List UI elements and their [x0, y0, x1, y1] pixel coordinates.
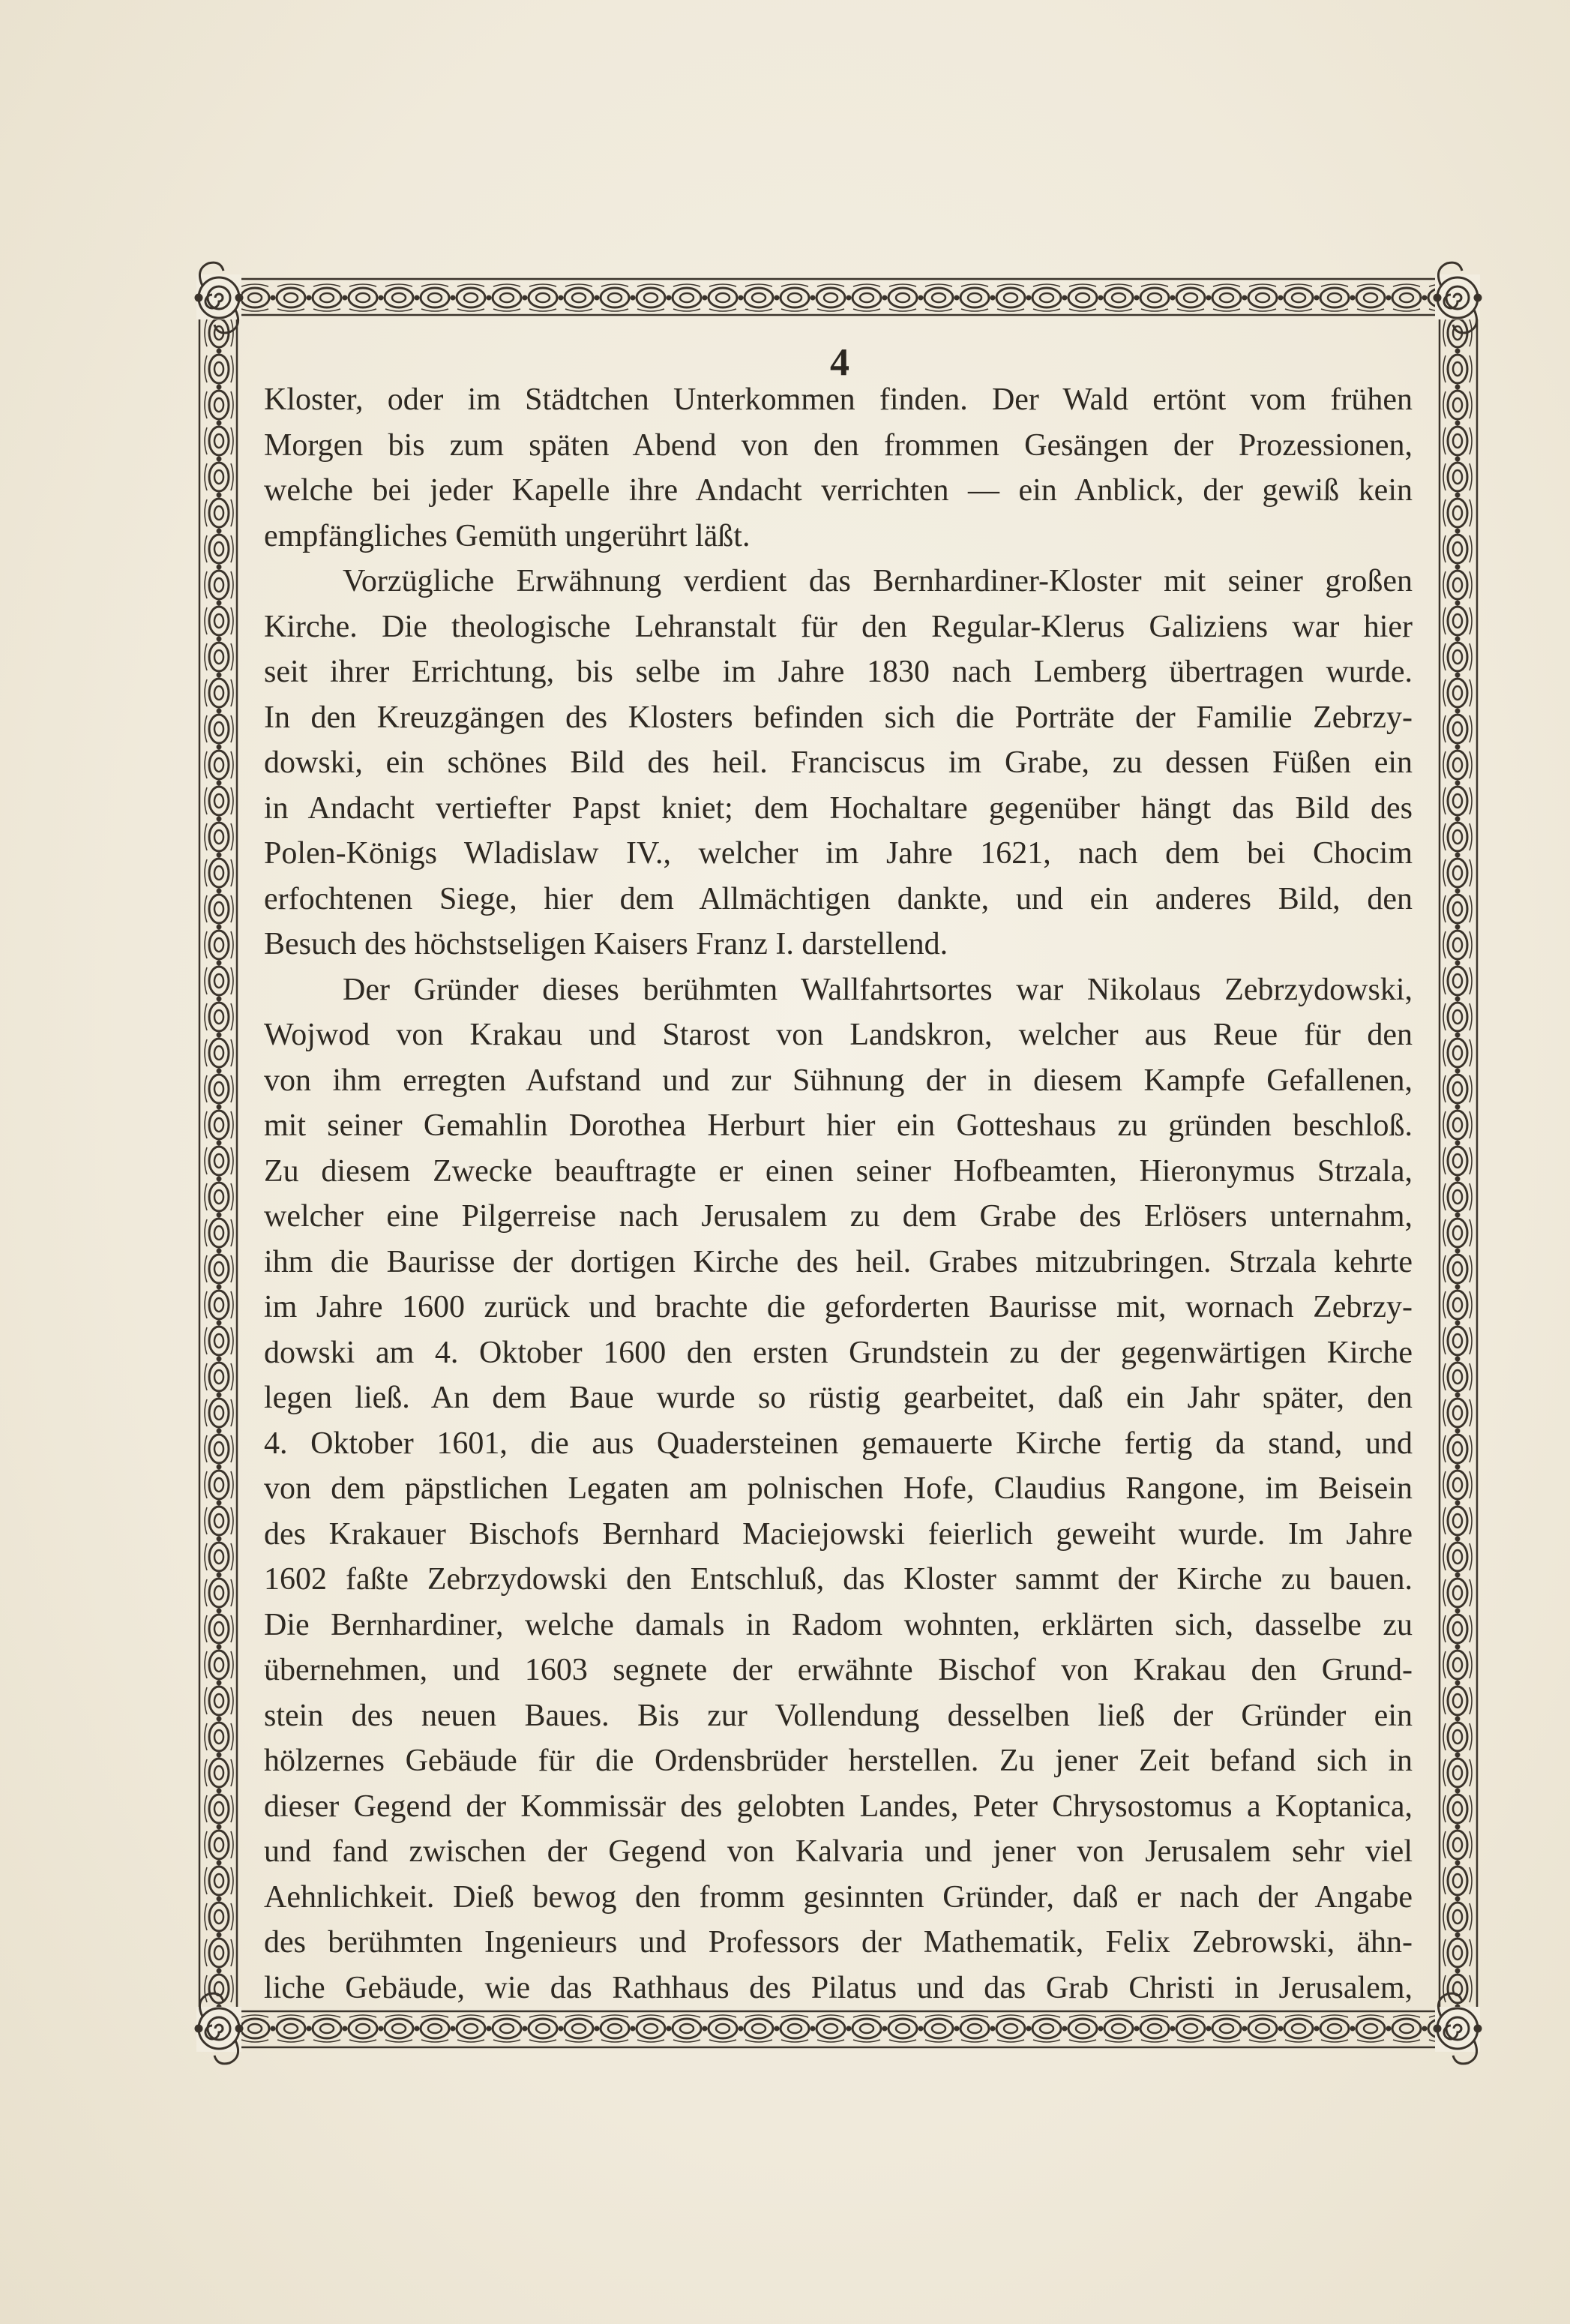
text-line: 1602 faßte Zebrzydowski den Entschluß, das Kloster sammt der Kirche zu bauen.	[264, 1562, 1413, 1597]
text-line: liche Gebäude, wie das Rathhaus des Pilatus und das Grab Christi in Jerusalem,	[264, 1970, 1413, 2005]
left-border-band	[202, 315, 235, 2011]
text-line: Kloster, oder im Städtchen Unterkommen finden. Der Wald ertönt vom frühen	[264, 382, 1413, 417]
text-line: erfochtenen Siege, hier dem Allmächtigen dankte, und ein anderes Bild, den	[264, 881, 1413, 916]
body-text	[264, 377, 1413, 2011]
paragraph	[264, 967, 1413, 2011]
text-line: Aehnlichkeit. Dieß bewog den fromm gesinnten Gründer, daß er nach der Angabe	[264, 1879, 1413, 1915]
text-line: welcher eine Pilgerreise nach Jerusalem zu dem Grabe des Erlösers unternahm,	[264, 1199, 1413, 1234]
text-line: Der Gründer dieses berühmten Wallfahrtsortes war Nikolaus Zebrzydowski,	[343, 972, 1413, 1007]
text-line: dieser Gegend der Kommissär des gelobten Landes, Peter Chrysostomus a Koptanica,	[264, 1789, 1413, 1824]
text-line: Besuch des höchstseligen Kaisers Franz I. darstellend.	[264, 927, 948, 961]
top-border-band	[237, 282, 1440, 313]
text-line: stein des neuen Baues. Bis zur Vollendung desselben ließ der Gründer ein	[264, 1698, 1413, 1733]
text-line: Die Bernhardiner, welche damals in Radom wohnten, erklärten sich, dasselbe zu	[264, 1607, 1413, 1642]
text-line: dowski, ein schönes Bild des heil. Franciscus im Grabe, zu dessen Füßen ein	[264, 745, 1413, 780]
text-line: von ihm erregten Aufstand und zur Sühnung der in diesem Kampfe Gefallenen,	[264, 1063, 1413, 1098]
text-line: welche bei jeder Kapelle ihre Andacht verrichten — ein Anblick, der gewiß kein	[264, 473, 1413, 508]
text-line: übernehmen, und 1603 segnete der erwähnte Bischof von Krakau den Grund-	[264, 1653, 1413, 1687]
text-line: in Andacht vertiefter Papst kniet; dem Hochaltare gegenüber hängt das Bild des	[264, 790, 1413, 826]
text-line: seit ihrer Errichtung, bis selbe im Jahre 1830 nach Lemberg übertragen wurde.	[264, 655, 1413, 689]
text-line: legen ließ. An dem Baue wurde so rüstig gearbeitet, daß ein Jahr später, den	[264, 1381, 1413, 1415]
text-line: mit seiner Gemahlin Dorothea Herburt hier ein Gotteshaus zu gründen beschloß.	[264, 1108, 1413, 1143]
right-border-band	[1441, 315, 1474, 2011]
text-line: empfängliches Gemüth ungerührt läßt.	[264, 518, 751, 553]
text-line: Wojwod von Krakau und Starost von Landskron, welcher aus Reue für den	[264, 1018, 1413, 1052]
page-number: 4	[830, 341, 849, 384]
text-line: des Krakauer Bischofs Bernhard Maciejowski feierlich geweiht wurde. Im Jahre	[264, 1516, 1413, 1552]
text-line: des berühmten Ingenieurs und Professors der Mathematik, Felix Zebrowski, ähn-	[264, 1925, 1413, 1960]
text-line: Polen-Königs Wladislaw IV., welcher im Jahre 1621, nach dem bei Chocim	[264, 836, 1413, 871]
text-line: ihm die Baurisse der dortigen Kirche des heil. Grabes mitzubringen. Strzala kehrte	[264, 1244, 1413, 1279]
text-line: von dem päpstlichen Legaten am polnischen Hofe, Claudius Rangone, im Beisein	[264, 1471, 1413, 1506]
text-line: Kirche. Die theologische Lehranstalt für den Regular-Klerus Galiziens war hier	[264, 609, 1413, 644]
bottom-border-band	[237, 2013, 1440, 2044]
text-line: im Jahre 1600 zurück und brachte die geforderten Baurisse mit, wornach Zebrzy-	[264, 1290, 1413, 1324]
text-line: Zu diesem Zwecke beauftragte er einen seiner Hofbeamten, Hieronymus Strzala,	[264, 1153, 1413, 1189]
paragraph	[264, 559, 1413, 967]
text-line: 4. Oktober 1601, die aus Quadersteinen gemauerte Kirche fertig da stand, und	[264, 1426, 1413, 1461]
text-line: und fand zwischen der Gegend von Kalvaria und jener von Jerusalem sehr viel	[264, 1834, 1413, 1869]
text-line: Vorzügliche Erwähnung verdient das Bernhardiner-Kloster mit seiner großen	[343, 564, 1413, 598]
text-line: Morgen bis zum späten Abend von den frommen Gesängen der Prozessionen,	[264, 427, 1413, 463]
text-line: In den Kreuzgängen des Klosters befinden sich die Porträte der Familie Zebrzy-	[264, 700, 1413, 735]
paragraph	[264, 377, 1413, 559]
text-line: dowski am 4. Oktober 1600 den ersten Grundstein zu der gegenwärtigen Kirche	[264, 1335, 1413, 1370]
text-line: hölzernes Gebäude für die Ordensbrüder herstellen. Zu jener Zeit befand sich in	[264, 1744, 1413, 1778]
